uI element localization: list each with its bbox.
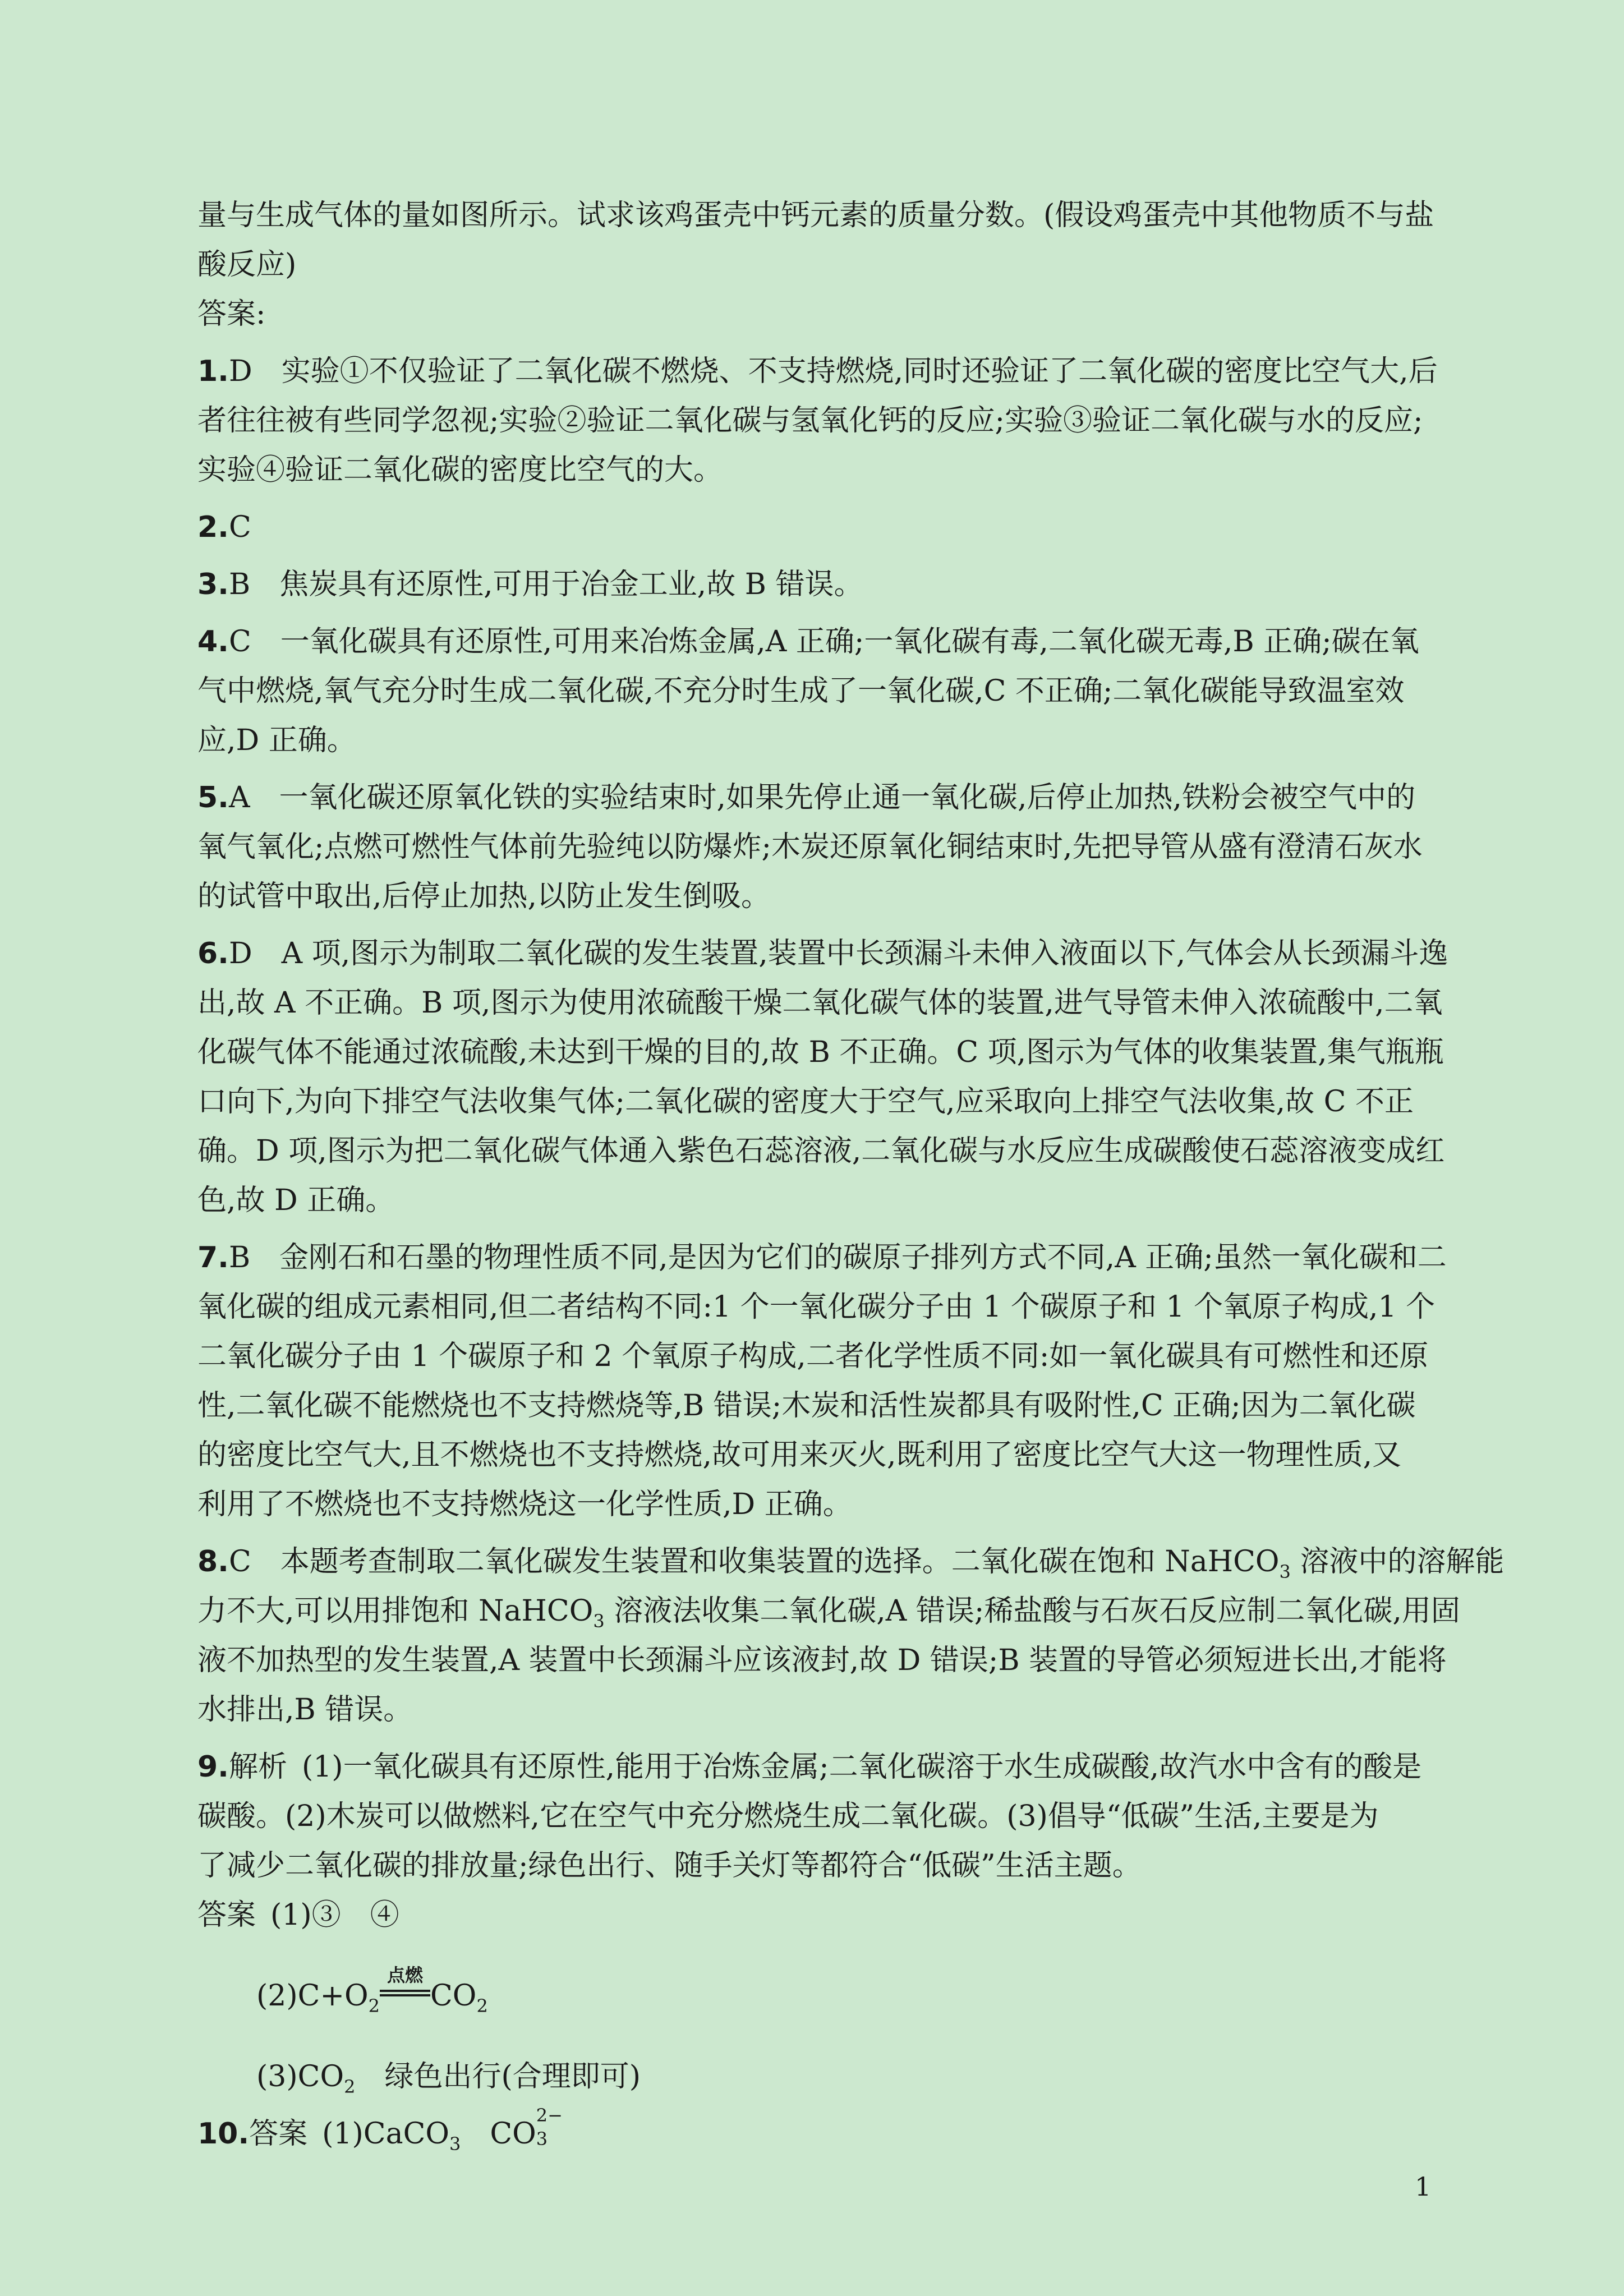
answer-item-3 [197,560,1420,609]
answer-item-9 [197,1742,1420,2101]
equation-line [197,1964,1420,2021]
item-text: C 本题考查制取二氧化碳发生装置和收集装置的选择。二氧化碳在饱和 NaHCO [228,1545,1280,1579]
answer-text: 绿色出行(合理即可) [355,2060,641,2093]
page-content [197,191,1505,2159]
item-text: 利用了不燃烧也不支持燃烧这一化学性质,D 正确。 [197,1488,852,1521]
item-number: 8. [197,1545,229,1579]
item-text: 色,故 D 正确。 [197,1184,395,1217]
item-number: 9. [197,1750,229,1784]
item-text: 解析 (1)一氧化碳具有还原性,能用于冶炼金属;二氧化碳溶于水生成碳酸,故汽水中含有的酸是 [228,1750,1422,1784]
item-text: C [228,510,251,544]
item-number: 7. [197,1241,229,1274]
item-text: 气中燃烧,氧气充分时生成二氧化碳,不充分时生成了一氧化碳,C 不正确;二氧化碳能导致温室效 [197,674,1405,708]
item-text: 者往往被有些同学忽视;实验②验证二氧化碳与氢氧化钙的反应;实验③验证二氧化碳与水的反应; [197,404,1423,438]
item-text: 了减少二氧化碳的排放量;绿色出行、随手关灯等都符合“低碳”生活主题。 [197,1849,1142,1883]
item-text: 氧气氧化;点燃可燃性气体前先验纯以防爆炸;木炭还原氧化铜结束时,先把导管从盛有澄清石灰水 [197,830,1423,864]
subscript: 2 [476,1995,488,2017]
intro-line-2: 酸反应) [197,248,297,282]
equation-reactants: (2)C+O [256,1979,369,2013]
item-number: 5. [197,781,229,815]
answer-item-4 [197,617,1420,765]
item-text: 应,D 正确。 [197,724,356,757]
item-number: 6. [197,937,229,970]
subscript: 2 [368,1995,380,2017]
answer-item-6 [197,929,1448,1225]
answer-item-1 [197,347,1438,495]
answer-item-8 [197,1537,1505,1734]
item-text: C 一氧化碳具有还原性,可用来冶炼金属,A 正确;一氧化碳有毒,二氧化碳无毒,B 正确;碳在氧 [228,625,1419,659]
item-text: 答案 (1)CaCO [249,2117,449,2151]
subscript: 3 [593,1611,605,1632]
item-text: 力不大,可以用排饱和 NaHCO [197,1594,594,1628]
item-text: 化碳气体不能通过浓硫酸,未达到干燥的目的,故 B 不正确。C 项,图示为气体的收集装置,集气瓶瓶 [197,1036,1444,1069]
answer-text: (3)CO [256,2060,344,2093]
ion-charge [536,2105,563,2150]
item-text: D 实验①不仅验证了二氧化碳不燃烧、不支持燃烧,同时还验证了二氧化碳的密度比空气大,后 [228,355,1438,388]
subscript: 2 [344,2076,356,2097]
item-text: 碳酸。(2)木炭可以做燃料,它在空气中充分燃烧生成二氧化碳。(3)倡导“低碳”生活,主要是为 [197,1800,1379,1833]
item-number: 3. [197,568,229,601]
answer-line-3 [197,2052,1420,2101]
item-number: 1. [197,355,229,388]
answer-item-10 [197,2105,1420,2159]
answer-item-7 [197,1233,1447,1529]
item-text: 性,二氧化碳不能燃烧也不支持燃烧等,B 错误;木炭和活性炭都具有吸附性,C 正确;因为二氧化碳 [197,1389,1416,1423]
item-text: 出,故 A 不正确。B 项,图示为使用浓硫酸干燥二氧化碳气体的装置,进气导管未伸入浓硫酸中,二氧 [197,986,1443,1020]
item-text: 的试管中取出,后停止加热,以防止发生倒吸。 [197,880,771,913]
item-text: 溶液中的溶解能 [1290,1545,1505,1579]
item-text: 液不加热型的发生装置,A 装置中长颈漏斗应该液封,故 D 错误;B 装置的导管必须短进长出,才能将 [197,1644,1447,1677]
item-text: 水排出,B 错误。 [197,1693,413,1727]
page-number: 1 [1415,2171,1432,2202]
superscript: 2− [536,2105,563,2126]
item-text: 的密度比空气大,且不燃烧也不支持燃烧,故可用来灭火,既利用了密度比空气大这一物理性质,又 [197,1438,1402,1472]
answer-item-2 [197,503,1420,552]
equation-product: CO [430,1979,477,2013]
item-number: 4. [197,625,229,659]
item-text: 实验④验证二氧化碳的密度比空气的大。 [197,453,723,487]
subscript: 3 [1279,1561,1291,1582]
answer-heading: 答案: [197,297,266,331]
subscript: 3 [449,2133,461,2155]
item-number: 10. [197,2117,250,2151]
answer-line: 答案 (1)③ ④ [197,1898,399,1932]
item-text: CO [461,2117,536,2151]
item-text: 溶液法收集二氧化碳,A 错误;稀盐酸与石灰石反应制二氧化碳,用固 [604,1594,1460,1628]
item-text: 氧化碳的组成元素相同,但二者结构不同:1 个一氧化碳分子由 1 个碳原子和 1 个氧原子构成,1 个 [197,1290,1436,1324]
item-text: 确。D 项,图示为把二氧化碳气体通入紫色石蕊溶液,二氧化碳与水反应生成碳酸使石蕊溶液变成红 [197,1134,1445,1168]
item-text: B 焦炭具有还原性,可用于冶金工业,故 B 错误。 [228,568,863,601]
reaction-condition: 点燃 [387,1964,424,1986]
item-text: 二氧化碳分子由 1 个碳原子和 2 个氧原子构成,二者化学性质不同:如一氧化碳具有可燃性和还原 [197,1340,1429,1373]
answer-item-5 [197,773,1423,921]
item-text: A 一氧化碳还原氧化铁的实验结束时,如果先停止通一氧化碳,后停止加热,铁粉会被空气中的 [228,781,1416,815]
intro-line-1: 量与生成气体的量如图所示。试求该鸡蛋壳中钙元素的质量分数。(假设鸡蛋壳中其他物质不与盐 [197,199,1434,232]
item-text: D A 项,图示为制取二氧化碳的发生装置,装置中长颈漏斗未伸入液面以下,气体会从长颈漏斗逸 [228,937,1448,970]
item-text: B 金刚石和石墨的物理性质不同,是因为它们的碳原子排列方式不同,A 正确;虽然一氧化碳和二 [228,1241,1447,1274]
reaction-arrow [380,1964,430,2009]
subscript: 3 [536,2128,548,2150]
item-number: 2. [197,510,229,544]
item-text: 口向下,为向下排空气法收集气体;二氧化碳的密度大于空气,应采取向上排空气法收集,故 C 不正 [197,1085,1414,1119]
